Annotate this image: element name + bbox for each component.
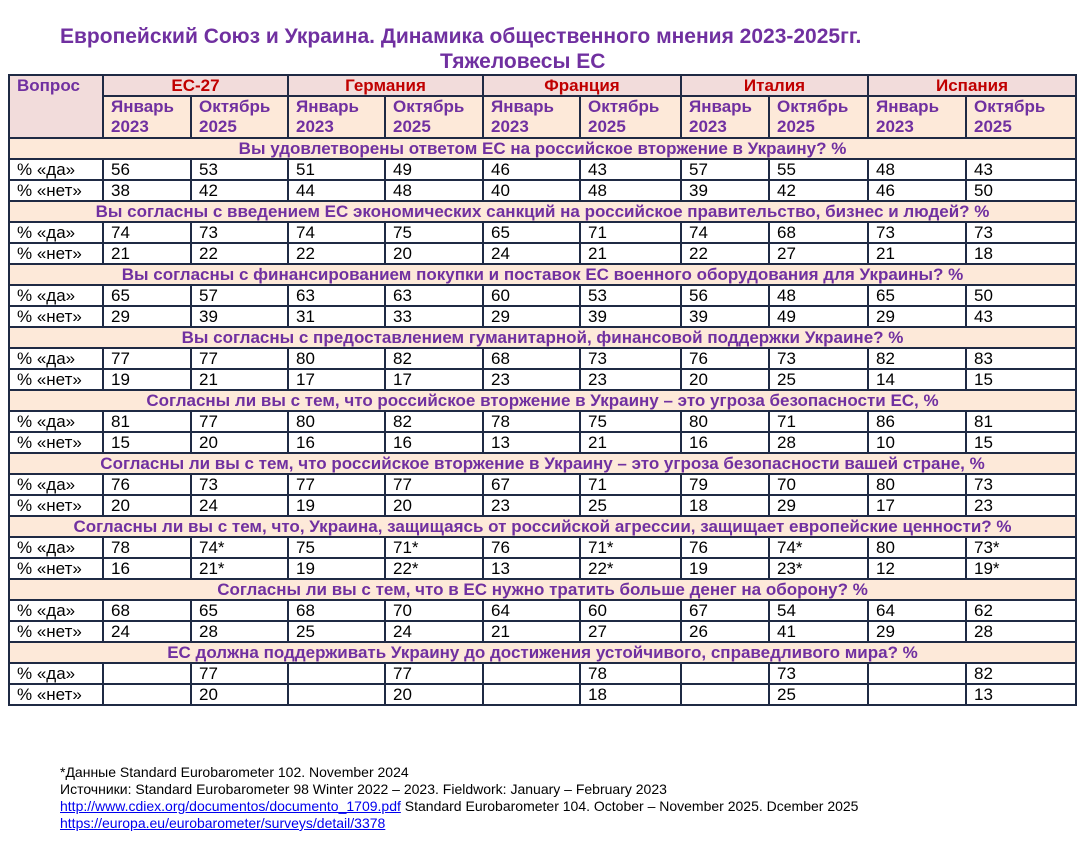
country-header: Франция xyxy=(483,75,681,96)
value-cell: 60 xyxy=(483,285,580,306)
value-cell: 51 xyxy=(288,159,385,180)
value-cell: 75 xyxy=(580,411,681,432)
value-cell: 20 xyxy=(191,684,288,705)
value-cell: 77 xyxy=(191,348,288,369)
answer-label: % «нет» xyxy=(9,432,103,453)
period-month: Октябрь xyxy=(199,97,271,116)
value-cell: 21 xyxy=(191,369,288,390)
question-header: Вопрос xyxy=(9,75,103,138)
value-cell: 20 xyxy=(385,495,483,516)
country-header: Испания xyxy=(868,75,1076,96)
answer-row-no xyxy=(9,369,1076,390)
period-month: Январь xyxy=(876,97,940,116)
answer-label: % «да» xyxy=(9,159,103,180)
period-month: Январь xyxy=(111,97,175,116)
value-cell: 80 xyxy=(868,474,966,495)
value-cell: 60 xyxy=(580,600,681,621)
period-year: 2023 xyxy=(296,117,334,136)
value-cell: 73 xyxy=(966,474,1076,495)
value-cell: 65 xyxy=(103,285,191,306)
period-year: 2023 xyxy=(491,117,529,136)
question-row xyxy=(9,201,1076,222)
footnote: *Данные Standard Eurobarometer 102. November 2024 xyxy=(60,764,409,780)
sources-line: Источники: Standard Eurobarometer 98 Winter 2022 – 2023. Fieldwork: January – February 2023 xyxy=(60,781,667,797)
value-cell: 21 xyxy=(580,243,681,264)
value-cell: 78 xyxy=(483,411,580,432)
answer-label: % «нет» xyxy=(9,558,103,579)
period-header xyxy=(769,96,868,138)
value-cell xyxy=(868,684,966,705)
answer-label: % «да» xyxy=(9,411,103,432)
value-cell: 42 xyxy=(769,180,868,201)
value-cell: 50 xyxy=(966,285,1076,306)
period-year: 2023 xyxy=(111,117,149,136)
value-cell: 74 xyxy=(681,222,769,243)
question-row xyxy=(9,264,1076,285)
value-cell: 68 xyxy=(288,600,385,621)
value-cell: 49 xyxy=(769,306,868,327)
value-cell: 77 xyxy=(191,663,288,684)
value-cell xyxy=(681,663,769,684)
value-cell: 20 xyxy=(681,369,769,390)
answer-row-no xyxy=(9,495,1076,516)
value-cell: 19* xyxy=(966,558,1076,579)
value-cell: 23* xyxy=(769,558,868,579)
period-month: Октябрь xyxy=(393,97,465,116)
answer-row-yes xyxy=(9,159,1076,180)
value-cell: 44 xyxy=(288,180,385,201)
value-cell: 23 xyxy=(483,495,580,516)
answer-row-yes xyxy=(9,348,1076,369)
period-header xyxy=(385,96,483,138)
answer-label: % «да» xyxy=(9,474,103,495)
value-cell xyxy=(103,663,191,684)
period-header-row xyxy=(9,96,1076,138)
value-cell: 76 xyxy=(103,474,191,495)
value-cell xyxy=(483,663,580,684)
value-cell: 38 xyxy=(103,180,191,201)
value-cell: 68 xyxy=(769,222,868,243)
value-cell: 39 xyxy=(191,306,288,327)
answer-label: % «да» xyxy=(9,600,103,621)
question-row xyxy=(9,453,1076,474)
value-cell: 73 xyxy=(191,222,288,243)
period-month: Октябрь xyxy=(588,97,660,116)
value-cell: 16 xyxy=(288,432,385,453)
value-cell: 73 xyxy=(868,222,966,243)
value-cell: 56 xyxy=(681,285,769,306)
value-cell: 42 xyxy=(191,180,288,201)
value-cell: 15 xyxy=(966,369,1076,390)
question-text: ЕС должна поддерживать Украину до достижения устойчивого, справедливого мира? % xyxy=(9,642,1076,663)
answer-row-yes xyxy=(9,663,1076,684)
value-cell: 29 xyxy=(868,306,966,327)
question-text: Вы согласны с введением ЕС экономических санкций на российское правительство, бизнес и людей? % xyxy=(9,201,1076,222)
answer-label: % «нет» xyxy=(9,369,103,390)
value-cell: 10 xyxy=(868,432,966,453)
value-cell: 80 xyxy=(868,537,966,558)
value-cell: 46 xyxy=(483,159,580,180)
value-cell: 19 xyxy=(103,369,191,390)
value-cell: 24 xyxy=(103,621,191,642)
value-cell: 23 xyxy=(580,369,681,390)
country-header: Италия xyxy=(681,75,868,96)
source-link-eurobarometer[interactable]: https://europa.eu/eurobarometer/surveys/detail/3378 xyxy=(60,815,386,831)
table-body xyxy=(9,138,1076,705)
value-cell: 74* xyxy=(191,537,288,558)
answer-label: % «да» xyxy=(9,537,103,558)
value-cell: 53 xyxy=(191,159,288,180)
value-cell: 22 xyxy=(288,243,385,264)
answer-row-yes xyxy=(9,474,1076,495)
value-cell xyxy=(681,684,769,705)
answer-label: % «нет» xyxy=(9,306,103,327)
source-link-suffix: Standard Eurobarometer 104. October – November 2025. Dcember 2025 xyxy=(400,798,859,814)
value-cell: 19 xyxy=(681,558,769,579)
value-cell: 80 xyxy=(681,411,769,432)
value-cell: 20 xyxy=(103,495,191,516)
period-header xyxy=(580,96,681,138)
page-title: Европейский Союз и Украина. Динамика общественного мнения 2023-2025гг. xyxy=(60,25,862,48)
period-year: 2023 xyxy=(876,117,914,136)
question-row xyxy=(9,516,1076,537)
value-cell: 50 xyxy=(966,180,1076,201)
question-row xyxy=(9,327,1076,348)
period-year: 2025 xyxy=(974,117,1012,136)
value-cell: 28 xyxy=(769,432,868,453)
value-cell: 33 xyxy=(385,306,483,327)
value-cell: 24 xyxy=(483,243,580,264)
value-cell: 81 xyxy=(966,411,1076,432)
value-cell: 80 xyxy=(288,348,385,369)
question-text: Согласны ли вы с тем, что в ЕС нужно тратить больше денег на оборону? % xyxy=(9,579,1076,600)
value-cell: 14 xyxy=(868,369,966,390)
value-cell: 16 xyxy=(385,432,483,453)
value-cell: 29 xyxy=(103,306,191,327)
value-cell: 82 xyxy=(966,663,1076,684)
value-cell: 82 xyxy=(385,411,483,432)
source-link-cdiex[interactable]: http://www.cdiex.org/documentos/documento_1709.pdf xyxy=(60,798,401,814)
answer-label: % «да» xyxy=(9,348,103,369)
value-cell: 68 xyxy=(483,348,580,369)
value-cell: 22 xyxy=(191,243,288,264)
value-cell: 39 xyxy=(580,306,681,327)
value-cell: 20 xyxy=(385,243,483,264)
country-header-row xyxy=(9,75,1076,96)
value-cell: 57 xyxy=(681,159,769,180)
value-cell: 74 xyxy=(103,222,191,243)
value-cell: 25 xyxy=(288,621,385,642)
value-cell: 43 xyxy=(580,159,681,180)
value-cell: 29 xyxy=(868,621,966,642)
value-cell: 77 xyxy=(385,474,483,495)
value-cell: 21* xyxy=(191,558,288,579)
value-cell: 19 xyxy=(288,495,385,516)
value-cell: 71* xyxy=(385,537,483,558)
value-cell: 22* xyxy=(385,558,483,579)
value-cell: 19 xyxy=(288,558,385,579)
value-cell: 21 xyxy=(868,243,966,264)
answer-row-yes xyxy=(9,222,1076,243)
value-cell: 29 xyxy=(483,306,580,327)
value-cell: 15 xyxy=(966,432,1076,453)
answer-row-no xyxy=(9,684,1076,705)
answer-label: % «нет» xyxy=(9,621,103,642)
country-header: Германия xyxy=(288,75,483,96)
value-cell: 17 xyxy=(385,369,483,390)
period-header xyxy=(681,96,769,138)
value-cell: 18 xyxy=(580,684,681,705)
value-cell: 65 xyxy=(868,285,966,306)
answer-label: % «да» xyxy=(9,222,103,243)
period-month: Октябрь xyxy=(777,97,849,116)
value-cell xyxy=(483,684,580,705)
value-cell: 29 xyxy=(769,495,868,516)
period-year: 2025 xyxy=(777,117,815,136)
answer-row-no xyxy=(9,243,1076,264)
value-cell: 73* xyxy=(966,537,1076,558)
value-cell: 15 xyxy=(103,432,191,453)
value-cell: 21 xyxy=(103,243,191,264)
period-header xyxy=(966,96,1076,138)
value-cell: 65 xyxy=(191,600,288,621)
value-cell: 77 xyxy=(103,348,191,369)
country-header: ЕС-27 xyxy=(103,75,288,96)
period-header xyxy=(288,96,385,138)
value-cell: 31 xyxy=(288,306,385,327)
value-cell: 67 xyxy=(681,600,769,621)
value-cell: 70 xyxy=(385,600,483,621)
question-row xyxy=(9,390,1076,411)
value-cell: 49 xyxy=(385,159,483,180)
value-cell: 20 xyxy=(191,432,288,453)
value-cell: 56 xyxy=(103,159,191,180)
value-cell: 75 xyxy=(385,222,483,243)
value-cell: 24 xyxy=(191,495,288,516)
question-text: Согласны ли вы с тем, что российское вторжение в Украину – это угроза безопасности ЕС, % xyxy=(9,390,1076,411)
value-cell: 77 xyxy=(288,474,385,495)
value-cell: 27 xyxy=(769,243,868,264)
value-cell: 86 xyxy=(868,411,966,432)
value-cell: 71 xyxy=(769,411,868,432)
value-cell: 48 xyxy=(580,180,681,201)
value-cell: 43 xyxy=(966,306,1076,327)
value-cell: 76 xyxy=(681,348,769,369)
source-link-line xyxy=(60,798,858,815)
answer-row-no xyxy=(9,180,1076,201)
value-cell: 76 xyxy=(681,537,769,558)
value-cell: 63 xyxy=(385,285,483,306)
value-cell: 57 xyxy=(191,285,288,306)
value-cell: 63 xyxy=(288,285,385,306)
value-cell: 71 xyxy=(580,222,681,243)
value-cell: 28 xyxy=(966,621,1076,642)
value-cell: 28 xyxy=(191,621,288,642)
page-subtitle: Тяжеловесы ЕС xyxy=(440,50,606,73)
answer-label: % «нет» xyxy=(9,180,103,201)
notes xyxy=(60,764,858,832)
answer-label: % «да» xyxy=(9,663,103,684)
period-header xyxy=(483,96,580,138)
value-cell: 18 xyxy=(966,243,1076,264)
value-cell: 20 xyxy=(385,684,483,705)
period-month: Январь xyxy=(689,97,753,116)
question-text: Вы удовлетворены ответом ЕС на российское вторжение в Украину? % xyxy=(9,138,1076,159)
value-cell: 17 xyxy=(868,495,966,516)
value-cell: 82 xyxy=(385,348,483,369)
answer-label: % «нет» xyxy=(9,684,103,705)
value-cell: 73 xyxy=(580,348,681,369)
period-year: 2025 xyxy=(199,117,237,136)
value-cell xyxy=(288,663,385,684)
value-cell xyxy=(103,684,191,705)
value-cell: 79 xyxy=(681,474,769,495)
period-header xyxy=(191,96,288,138)
value-cell: 23 xyxy=(483,369,580,390)
value-cell: 74 xyxy=(288,222,385,243)
value-cell: 39 xyxy=(681,306,769,327)
period-year: 2025 xyxy=(393,117,431,136)
value-cell: 22* xyxy=(580,558,681,579)
value-cell: 25 xyxy=(769,684,868,705)
question-row xyxy=(9,138,1076,159)
value-cell xyxy=(288,684,385,705)
value-cell: 73 xyxy=(191,474,288,495)
value-cell: 22 xyxy=(681,243,769,264)
answer-row-no xyxy=(9,621,1076,642)
answer-label: % «нет» xyxy=(9,495,103,516)
value-cell: 80 xyxy=(288,411,385,432)
value-cell: 78 xyxy=(103,537,191,558)
question-row xyxy=(9,579,1076,600)
value-cell: 23 xyxy=(966,495,1076,516)
opinion-table xyxy=(8,74,1077,706)
value-cell: 17 xyxy=(288,369,385,390)
question-text: Вы согласны с предоставлением гуманитарной, финансовой поддержки Украине? % xyxy=(9,327,1076,348)
value-cell xyxy=(868,663,966,684)
question-row xyxy=(9,642,1076,663)
answer-row-yes xyxy=(9,285,1076,306)
value-cell: 12 xyxy=(868,558,966,579)
value-cell: 76 xyxy=(483,537,580,558)
value-cell: 83 xyxy=(966,348,1076,369)
value-cell: 48 xyxy=(385,180,483,201)
question-text: Согласны ли вы с тем, что, Украина, защищаясь от российской агрессии, защищает европейские ценности? % xyxy=(9,516,1076,537)
value-cell: 39 xyxy=(681,180,769,201)
answer-label: % «нет» xyxy=(9,243,103,264)
period-header xyxy=(103,96,191,138)
value-cell: 78 xyxy=(580,663,681,684)
value-cell: 21 xyxy=(580,432,681,453)
value-cell: 46 xyxy=(868,180,966,201)
value-cell: 75 xyxy=(288,537,385,558)
value-cell: 67 xyxy=(483,474,580,495)
value-cell: 68 xyxy=(103,600,191,621)
period-year: 2025 xyxy=(588,117,626,136)
value-cell: 27 xyxy=(580,621,681,642)
source-link-line-2 xyxy=(60,815,858,832)
period-month: Январь xyxy=(491,97,555,116)
period-month: Январь xyxy=(296,97,360,116)
value-cell: 48 xyxy=(769,285,868,306)
value-cell: 43 xyxy=(966,159,1076,180)
value-cell: 25 xyxy=(769,369,868,390)
value-cell: 16 xyxy=(103,558,191,579)
value-cell: 77 xyxy=(191,411,288,432)
value-cell: 71* xyxy=(580,537,681,558)
value-cell: 18 xyxy=(681,495,769,516)
value-cell: 40 xyxy=(483,180,580,201)
value-cell: 13 xyxy=(483,558,580,579)
value-cell: 82 xyxy=(868,348,966,369)
value-cell: 13 xyxy=(966,684,1076,705)
value-cell: 26 xyxy=(681,621,769,642)
value-cell: 64 xyxy=(483,600,580,621)
value-cell: 16 xyxy=(681,432,769,453)
value-cell: 41 xyxy=(769,621,868,642)
value-cell: 74* xyxy=(769,537,868,558)
value-cell: 73 xyxy=(769,663,868,684)
value-cell: 65 xyxy=(483,222,580,243)
answer-row-yes xyxy=(9,600,1076,621)
value-cell: 70 xyxy=(769,474,868,495)
period-month: Октябрь xyxy=(974,97,1046,116)
value-cell: 62 xyxy=(966,600,1076,621)
value-cell: 77 xyxy=(385,663,483,684)
value-cell: 64 xyxy=(868,600,966,621)
value-cell: 21 xyxy=(483,621,580,642)
value-cell: 81 xyxy=(103,411,191,432)
value-cell: 55 xyxy=(769,159,868,180)
period-header xyxy=(868,96,966,138)
value-cell: 53 xyxy=(580,285,681,306)
value-cell: 24 xyxy=(385,621,483,642)
value-cell: 73 xyxy=(966,222,1076,243)
answer-row-no xyxy=(9,306,1076,327)
answer-row-no xyxy=(9,432,1076,453)
question-text: Вы согласны с финансированием покупки и поставок ЕС военного оборудования для Украины? % xyxy=(9,264,1076,285)
value-cell: 54 xyxy=(769,600,868,621)
answer-row-no xyxy=(9,558,1076,579)
answer-row-yes xyxy=(9,537,1076,558)
answer-row-yes xyxy=(9,411,1076,432)
value-cell: 48 xyxy=(868,159,966,180)
value-cell: 71 xyxy=(580,474,681,495)
question-text: Согласны ли вы с тем, что российское вторжение в Украину – это угроза безопасности вашей стране, % xyxy=(9,453,1076,474)
value-cell: 13 xyxy=(483,432,580,453)
value-cell: 73 xyxy=(769,348,868,369)
value-cell: 25 xyxy=(580,495,681,516)
answer-label: % «да» xyxy=(9,285,103,306)
period-year: 2023 xyxy=(689,117,727,136)
